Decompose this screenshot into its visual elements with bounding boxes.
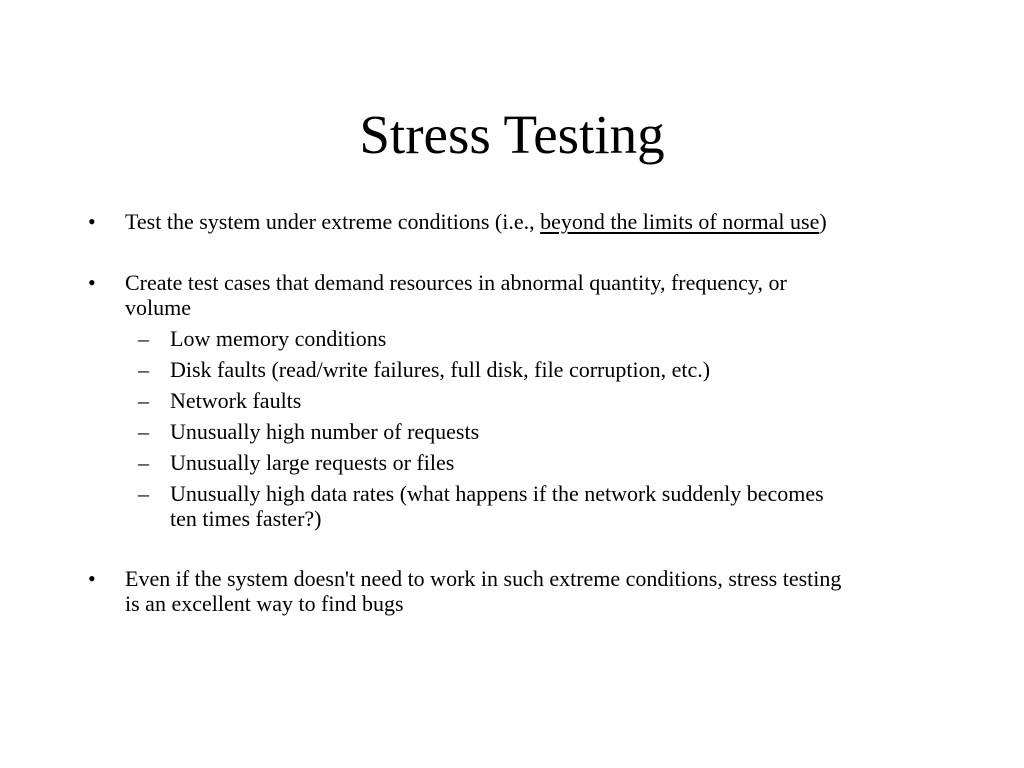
bullet-text-line: Create test cases that demand resources in abnormal quantity, frequency, or [125, 270, 787, 295]
bullet-text-prefix: Test the system under extreme conditions (i.e., [125, 209, 541, 234]
bullet-marker: • [88, 566, 96, 591]
bullet-text [125, 209, 968, 234]
bullet-text-line: Even if the system doesn't need to work in such extreme conditions, stress testing [125, 566, 842, 591]
sub-text: Unusually large requests or files [170, 450, 455, 475]
sub-text: Disk faults (read/write failures, full disk, file corruption, etc.) [170, 357, 711, 382]
underlined-phrase: beyond the limits of normal use [540, 209, 820, 234]
bullet-text-suffix: ) [819, 209, 827, 234]
sub-text: Network faults [170, 388, 302, 413]
sub-text: Low memory conditions [170, 326, 387, 351]
sub-marker: – [138, 357, 149, 382]
slide-title: Stress Testing [359, 104, 665, 165]
sub-marker: – [138, 388, 149, 413]
bullet-marker: • [88, 270, 96, 295]
bullet-text [125, 566, 968, 616]
sub-text: Unusually high number of requests [170, 419, 480, 444]
bullet-marker: • [88, 209, 96, 234]
bullet-text-line: volume [125, 295, 191, 320]
sub-text-line: Unusually high data rates (what happens if the network suddenly becomes [170, 481, 824, 506]
bullet-text-line: is an excellent way to find bugs [125, 591, 404, 616]
sub-text-line: ten times faster?) [170, 506, 322, 531]
sub-marker: – [138, 326, 149, 351]
bullet-text [125, 270, 968, 320]
sub-text [170, 481, 940, 531]
sub-marker: – [138, 450, 149, 475]
sub-marker: – [138, 419, 149, 444]
sub-marker: – [138, 481, 149, 506]
